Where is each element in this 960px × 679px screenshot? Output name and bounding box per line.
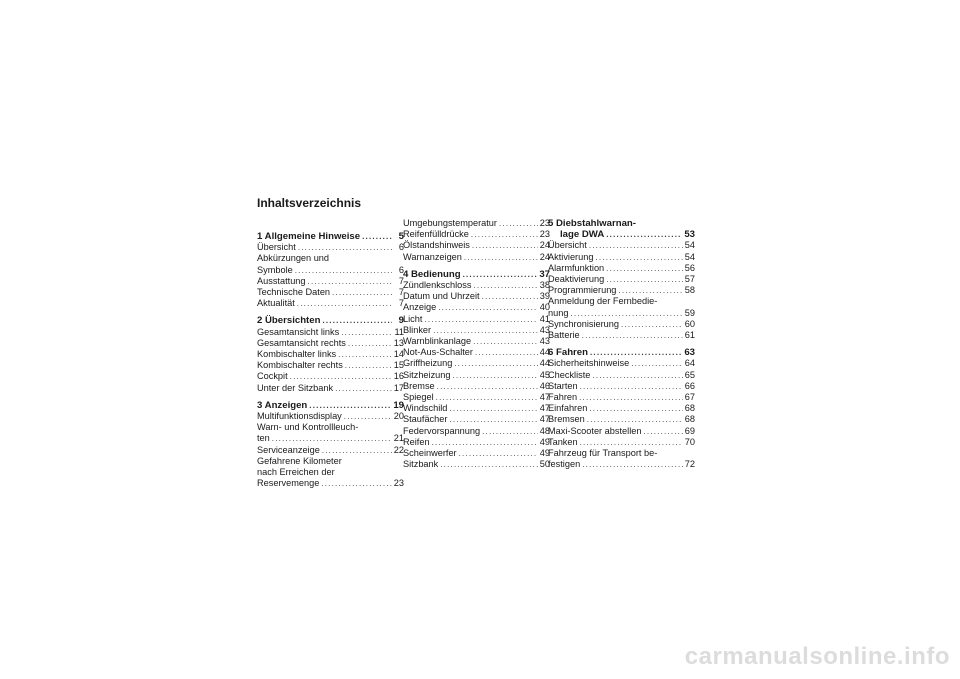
toc-leader [332,287,392,298]
toc-entry-title: Staufächer [403,414,448,425]
toc-entry[interactable] [548,358,695,369]
toc-entry-title: Deaktivierung [548,274,605,285]
toc-leader [499,218,538,229]
toc-entry[interactable] [257,338,404,349]
toc-leader [473,336,538,347]
toc-entry-title: Fahrzeug für Transport be- [548,448,658,459]
toc-entry[interactable] [548,252,695,263]
toc-page-number: 39 [539,291,550,302]
toc-leader [472,240,538,251]
toc-entry-title: Gesamtansicht rechts [257,337,346,348]
toc-column-2 [403,218,550,470]
toc-entry-title: Gefahrene Kilometer [257,455,342,466]
toc-entry[interactable] [403,336,550,347]
toc-entry-title: Sitzheizung [403,369,451,380]
toc-chapter-3[interactable] [257,400,404,411]
toc-entry-title: Warnblinkanlage [403,336,472,347]
toc-page-number: 22 [393,444,404,455]
toc-leader [592,370,682,381]
toc-entry[interactable] [257,360,404,371]
toc-leader [298,242,392,253]
toc-entry-title: Maxi-Scooter abstellen [548,425,642,436]
toc-entry[interactable] [403,448,550,459]
toc-page-number: 64 [684,358,695,369]
toc-leader [436,392,538,403]
toc-entry[interactable] [548,263,695,274]
toc-leader [335,383,392,394]
toc-entry[interactable] [403,459,550,470]
toc-entry-title: Übersicht [548,240,587,251]
toc-page-number: 44 [539,358,550,369]
toc-entry-title: Bremsen [548,414,585,425]
toc-entry-title: Warn- und Kontrollleuch- [257,422,359,433]
toc-leader [449,414,537,425]
toc-page-number: 53 [684,229,695,241]
toc-leader [475,347,538,358]
toc-entry-title: Checkliste [548,369,591,380]
toc-entry[interactable] [403,437,550,448]
toc-chapter-title: 6 Fahren [548,347,588,359]
toc-page-number: 60 [684,318,695,329]
toc-page-number: 6 [398,264,404,275]
toc-entry[interactable] [403,218,550,229]
toc-page-number: 41 [539,313,550,324]
toc-entry[interactable] [403,381,550,392]
toc-entry-title: Sitzbank [403,459,439,470]
toc-page-number: 15 [393,360,404,371]
toc-leader [309,400,391,411]
page-title: Inhaltsverzeichnis [257,196,362,210]
toc-entry-title: Tanken [548,436,578,447]
toc-entry[interactable] [403,291,550,302]
toc-leader [341,327,392,338]
toc-page-number: 68 [684,403,695,414]
toc-leader [621,319,683,330]
toc-leader [589,240,683,251]
toc-entry-title: Starten [548,380,578,391]
toc-page-number: 61 [684,330,695,341]
toc-entry-title: Übersicht [257,242,296,253]
toc-leader [345,360,392,371]
toc-chapter-2[interactable] [257,315,404,326]
toc-entry-title: Griffheizung [403,358,453,369]
toc-page-number: 7 [398,275,404,286]
toc-leader [362,231,392,242]
toc-page-number: 17 [393,382,404,393]
toc-leader [440,459,538,470]
toc-leader [606,229,682,240]
toc-leader [344,411,392,422]
toc-chapter-1[interactable] [257,231,404,242]
toc-entry[interactable] [548,392,695,403]
toc-page-number: 57 [684,274,695,285]
toc-page-number: 44 [539,347,550,358]
toc-entry[interactable] [548,319,695,330]
toc-page-number: 54 [684,240,695,251]
toc-entry[interactable] [548,437,695,448]
toc-leader [473,280,537,291]
toc-entry[interactable] [548,285,695,296]
toc-leader [424,314,537,325]
toc-entry-title: Unter der Sitzbank [257,382,334,393]
toc-entry[interactable] [548,426,695,437]
toc-page-number: 70 [684,436,695,447]
toc-leader [338,349,392,360]
toc-entry[interactable] [403,302,550,313]
toc-entry-title: Anmeldung der Fernbedie- [548,296,658,307]
toc-page-number: 47 [539,414,550,425]
toc-entry[interactable] [403,347,550,358]
toc-entry[interactable] [548,459,695,470]
toc-entry-title: Symbole [257,264,293,275]
toc-leader [449,403,537,414]
toc-leader [570,308,682,319]
toc-entry-title: Blinker [403,324,432,335]
toc-page-number: 66 [684,380,695,391]
toc-leader [582,330,683,341]
toc-entry[interactable] [257,383,404,394]
toc-leader [618,285,682,296]
toc-entry-title: Not-Aus-Schalter [403,347,473,358]
toc-entry-title: Windschild [403,403,448,414]
toc-entry[interactable] [548,381,695,392]
toc-chapter-title: 3 Anzeigen [257,399,308,411]
toc-entry-title: Ausstattung [257,275,306,286]
toc-leader [348,338,392,349]
toc-column-1 [257,231,404,489]
toc-entry[interactable] [257,445,404,456]
toc-entry[interactable] [403,252,550,263]
toc-entry-title: Warnanzeigen [403,251,462,262]
toc-entry-title: Bremse [403,380,435,391]
toc-entry-title: Umgebungstemperatur [403,218,497,228]
toc-entry[interactable] [403,403,550,414]
toc-entry-title: nach Erreichen der [257,467,335,478]
toc-page-number: 54 [684,251,695,262]
toc-chapter-title: 5 Diebstahlwarnan- [548,218,636,229]
toc-leader [297,298,392,309]
toc-leader [322,315,392,326]
toc-entry[interactable] [257,433,404,444]
toc-entry-title: Zündlenkschloss [403,280,472,291]
toc-entry-title: nung [548,307,569,318]
toc-page-number: 14 [393,349,404,360]
toc-entry-title: Cockpit [257,371,288,382]
toc-entry-title: Anzeige [403,302,437,313]
toc-leader [322,445,392,456]
toc-page-number: 23 [539,218,550,228]
toc-page-number: 68 [684,414,695,425]
toc-leader [582,459,683,470]
toc-entry[interactable] [403,370,550,381]
toc-leader [471,229,538,240]
toc-leader [631,358,683,369]
toc-entry-title: Aktivierung [548,251,594,262]
toc-page-number: 7 [398,298,404,309]
toc-page-number: 11 [394,326,404,337]
toc-entry-title: Kombischalter rechts [257,360,343,371]
toc-column-3 [548,218,695,470]
toc-entry-title: Batterie [548,330,580,341]
toc-page-number: 49 [539,436,550,447]
toc-page-number: 6 [398,242,404,253]
toc-entry[interactable] [548,370,695,381]
toc-page-number: 65 [684,369,695,380]
toc-chapter-title: 1 Allgemeine Hinweise [257,231,361,242]
toc-page-number: 67 [684,392,695,403]
toc-entry-title: Programmierung [548,285,617,296]
toc-entry-title: Ölstandshinweis [403,240,470,251]
toc-page-number: 5 [398,231,404,242]
toc-page-number: 20 [393,411,404,422]
toc-leader [643,426,682,437]
toc-leader [579,392,683,403]
toc-entry-title: ten [257,433,270,444]
toc-entry[interactable] [257,265,404,276]
toc-page-number: 69 [684,425,695,436]
toc-leader [437,381,538,392]
toc-entry-title: Reifen [403,436,430,447]
toc-entry[interactable] [403,280,550,291]
toc-entry[interactable] [403,325,550,336]
toc-leader [580,381,683,392]
toc-page-number: 16 [393,371,404,382]
toc-leader [321,478,391,489]
toc-entry[interactable] [257,371,404,382]
toc-entry-title: Multifunktionsdisplay [257,411,342,422]
toc-leader [482,291,538,302]
toc-leader [606,263,683,274]
toc-entry[interactable] [257,287,404,298]
toc-page-number: 37 [539,268,550,280]
toc-entry[interactable] [548,308,695,319]
toc-entry-title: festigen [548,459,581,470]
toc-chapter-6[interactable] [548,347,695,358]
toc-leader [308,276,392,287]
toc-chapter-title: 4 Bedienung [403,268,461,280]
toc-leader [459,448,538,459]
toc-page-number: 43 [539,336,550,347]
toc-entry-title: Fahren [548,392,578,403]
toc-entry[interactable] [257,478,404,489]
toc-entry[interactable] [403,314,550,325]
toc-leader [454,358,537,369]
toc-entry[interactable] [548,274,695,285]
toc-page-number: 7 [398,287,404,298]
toc-leader [482,426,538,437]
toc-page-number: 58 [684,285,695,296]
toc-chapter-title: lage DWA [560,229,605,241]
toc-entry[interactable] [548,240,695,251]
toc-entry-title: Serviceanzeige [257,444,320,455]
toc-entry-title: Abkürzungen und [257,253,330,264]
toc-entry[interactable] [548,414,695,425]
toc-entry-title: Synchronisierung [548,318,619,329]
toc-page-number: 40 [539,302,550,313]
toc-page-number: 13 [393,337,404,348]
toc-entry-title: Aktualität [257,298,295,309]
toc-entry[interactable] [403,414,550,425]
toc-page-number: 47 [539,392,550,403]
toc-page-number: 50 [539,459,550,470]
toc-leader [464,252,538,263]
toc-page-number: 23 [393,478,404,489]
toc-page-number: 9 [398,315,404,327]
toc-entry-title: Federvorspannung [403,425,481,436]
toc-page-number: 63 [684,347,695,359]
toc-entry-title: Einfahren [548,403,588,414]
toc-entry[interactable] [548,403,695,414]
toc-page-number: 19 [393,399,404,411]
toc-entry[interactable] [257,276,404,287]
toc-entry-title: Spiegel [403,392,434,403]
toc-entry[interactable] [257,298,404,309]
watermark: carmanualsonline.info [684,643,950,670]
toc-entry-title: Scheinwerfer [403,448,457,459]
toc-page-number: 47 [539,403,550,414]
toc-leader [290,371,392,382]
toc-entry[interactable] [257,411,404,422]
toc-leader [606,274,683,285]
toc-entry[interactable] [257,349,404,360]
toc-page-number: 43 [539,324,550,335]
toc-entry[interactable] [403,358,550,369]
toc-page-number: 45 [539,369,550,380]
toc-leader [580,437,683,448]
toc-entry-title: Licht [403,313,423,324]
toc-entry[interactable] [403,426,550,437]
toc-leader [590,347,682,358]
toc-entry[interactable] [548,330,695,341]
toc-page-number: 49 [539,448,550,459]
toc-leader [295,265,392,276]
toc-leader [272,433,392,444]
toc-entry[interactable] [403,229,550,240]
toc-entry-title: Alarmfunktion [548,262,605,273]
toc-page-number: 24 [539,240,550,251]
toc-entry-title: Kombischalter links [257,349,337,360]
toc-entry-title: Sicherheitshinweise [548,358,630,369]
toc-page-number: 23 [539,229,550,240]
toc-chapter-5[interactable] [548,229,695,240]
toc-page-number: 46 [539,380,550,391]
toc-leader [463,269,538,280]
toc-leader [587,414,683,425]
toc-page-number: 72 [684,459,695,470]
toc-leader [453,370,538,381]
toc-entry-title: Reifenfülldrücke [403,229,469,240]
toc-entry[interactable] [257,327,404,338]
toc-entry-title: Reservemenge [257,478,320,489]
toc-leader [438,302,538,313]
toc-entry-title: Technische Daten [257,287,331,298]
toc-leader [589,403,682,414]
toc-entry[interactable] [257,242,404,253]
toc-page-number: 24 [539,251,550,262]
toc-page-number: 38 [539,280,550,291]
toc-entry-title: Datum und Uhrzeit [403,291,480,302]
toc-page-number: 59 [684,307,695,318]
toc-chapter-title: 2 Übersichten [257,315,321,327]
toc-page-number: 21 [393,433,404,444]
toc-page-number: 48 [539,425,550,436]
toc-leader [433,325,538,336]
toc-entry-title: Gesamtansicht links [257,326,340,337]
toc-page-number: 56 [684,262,695,273]
toc-entry[interactable] [403,392,550,403]
toc-leader [595,252,682,263]
toc-chapter-4[interactable] [403,269,550,280]
toc-leader [432,437,538,448]
toc-entry[interactable] [403,240,550,251]
